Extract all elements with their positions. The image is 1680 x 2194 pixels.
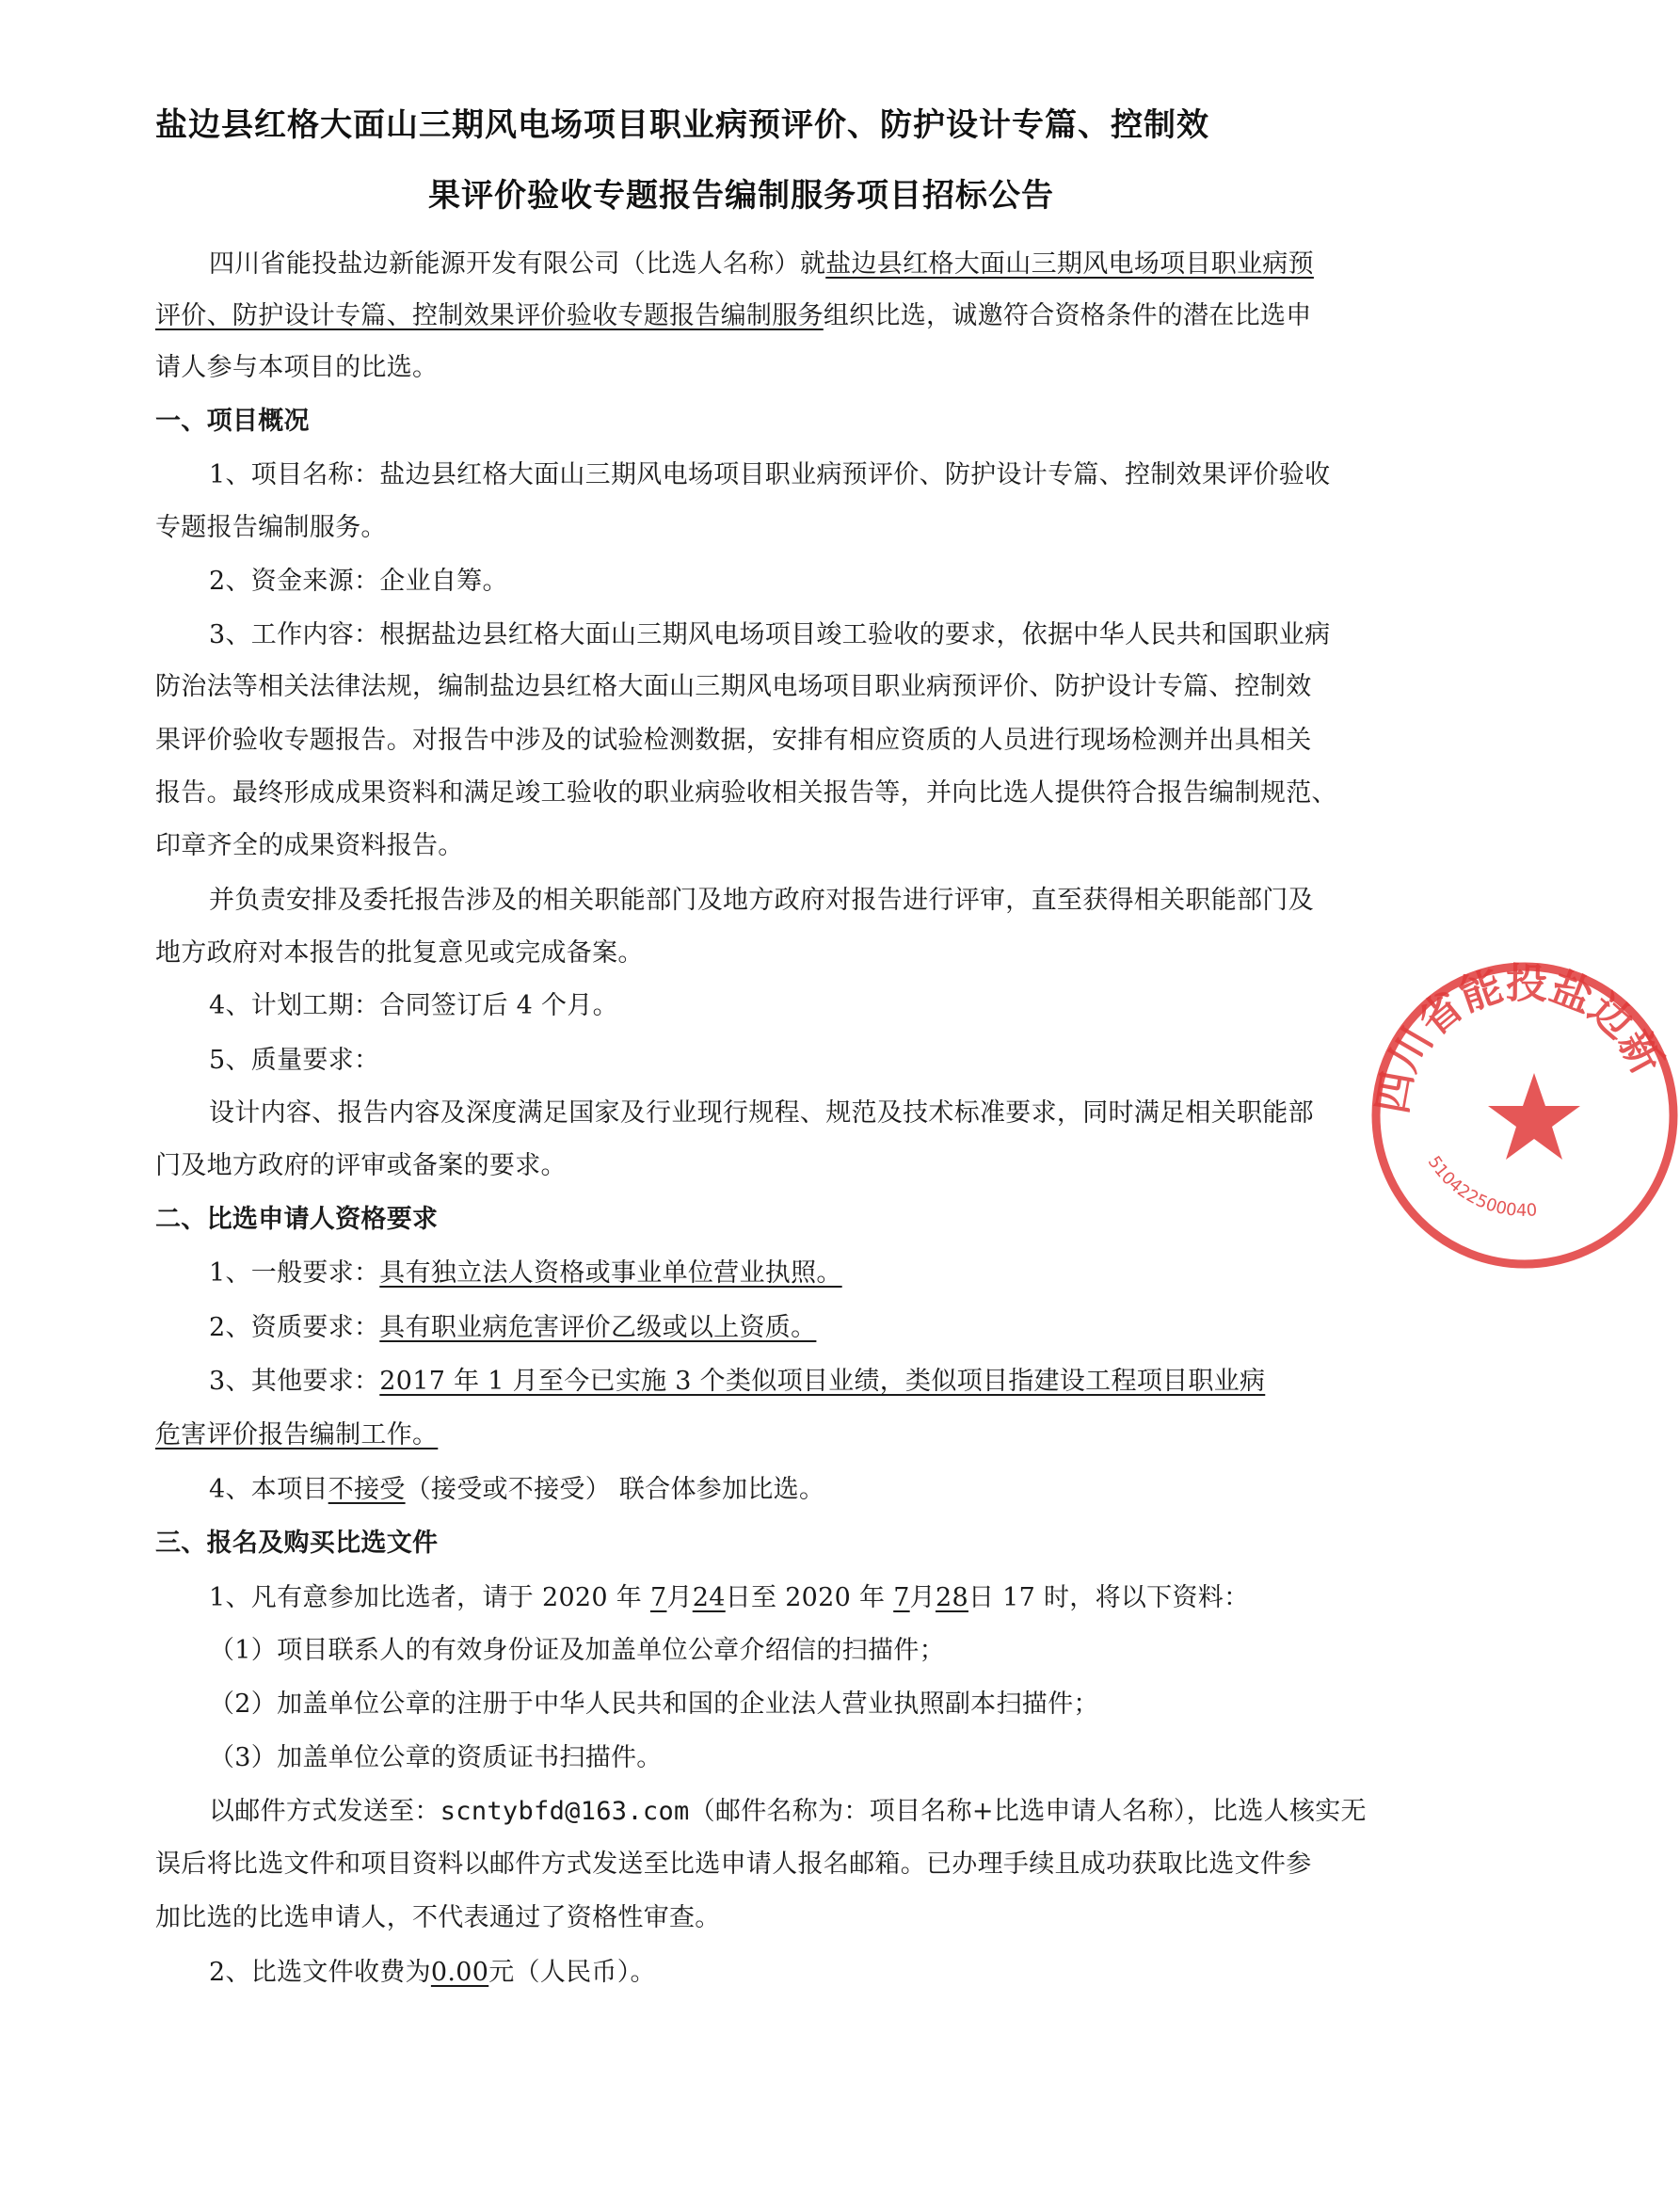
svg-text:510422500040: 510422500040 [1423,1152,1538,1222]
section1-heading: 一、项目概况 [155,407,310,436]
req-value: 具有职业病危害评价乙级或以上资质。 [379,1313,817,1342]
svg-text:四川省能投盐边新: 四川省能投盐边新 [1369,960,1672,1117]
s2-req2 [209,1306,816,1343]
req4-choice: 不接受 [328,1475,406,1504]
s3-doc2: （2）加盖单位公章的注册于中华人民共和国的企业法人营业执照副本扫描件； [209,1690,1099,1719]
intro-line1 [209,243,1314,280]
req-label: 2、资质要求： [209,1313,380,1342]
s1-item5-line2: 门及地方政府的评审或备案的要求。 [155,1151,567,1180]
official-seal-stamp [1369,960,1680,1271]
s3-doc1: （1）项目联系人的有效身份证及加盖单位公章介绍信的扫描件； [209,1636,945,1665]
project-name-underlined: 评价、防护设计专篇、控制效果评价验收专题报告编制服务 [155,301,824,330]
end-day: 28 [935,1583,968,1612]
req-label: 1、一般要求： [209,1258,380,1288]
intro-line3: 请人参与本项目的比选。 [155,353,439,382]
s3-text: （邮件名称为：项目名称+比选申请人名称），比选人核实无 [689,1797,1367,1826]
document-title-line1: 盐边县红格大面山三期风电场项目职业病预评价、防护设计专篇、控制效 [155,106,1209,144]
s3-item1 [209,1577,1249,1613]
s1-item3-line1: 3、工作内容：根据盐边县红格大面山三期风电场项目竣工验收的要求，依据中华人民共和国职业病 [209,620,1331,649]
s1-item3-line5: 印章齐全的成果资料报告。 [155,831,464,860]
seal-graphic [1369,960,1680,1271]
s2-req4 [209,1468,824,1505]
s2-req3-line1 [209,1360,1265,1397]
s1-item1-line2: 专题报告编制服务。 [155,513,387,542]
s3-text: 日 17 时，将以下资料： [968,1583,1250,1612]
start-month: 7 [649,1583,667,1612]
s1-item3-line2: 防治法等相关法律法规，编制盐边县红格大面山三期风电场项目职业病预评价、防护设计专篇、控制效 [155,672,1312,701]
s1-item5-line1: 设计内容、报告内容及深度满足国家及行业现行规程、规范及技术标准要求，同时满足相关职能部 [209,1098,1314,1128]
s3-mail-line2: 误后将比选文件和项目资料以邮件方式发送至比选申请人报名邮箱。已办理手续且成功获取比选文件参 [155,1850,1312,1879]
req-value: 具有独立法人资格或事业单位营业执照。 [379,1258,842,1288]
intro-text: 四川省能投盐边新能源开发有限公司（比选人名称）就 [209,249,826,279]
section2-heading: 二、比选申请人资格要求 [155,1205,439,1234]
document-title-line2: 果评价验收专题报告编制服务项目招标公告 [428,177,1054,215]
start-day: 24 [692,1583,726,1612]
intro-line2 [155,295,1312,331]
s1-item5: 5、质量要求： [209,1046,380,1075]
s3-text: 以邮件方式发送至： [209,1797,440,1826]
project-name-underlined: 盐边县红格大面山三期风电场项目职业病预 [825,249,1314,279]
end-month: 7 [893,1583,910,1612]
req-label: 3、其他要求： [209,1367,380,1396]
req4-text: 4、本项目 [209,1475,328,1504]
s1-para-line2: 地方政府对本报告的批复意见或完成备案。 [155,938,644,968]
s3-text: 元（人民币）。 [488,1958,656,1987]
section3-heading: 三、报名及购买比选文件 [155,1529,439,1558]
s2-req3-line2 [155,1414,438,1450]
s3-text: 1、凡有意参加比选者，请于 2020 年 [209,1583,643,1612]
s1-item3-line4: 报告。最终形成成果资料和满足竣工验收的职业病验收相关报告等，并向比选人提供符合报告编制规范、 [155,778,1337,808]
s3-mail-line1 [209,1790,1367,1827]
s3-text: 2、比选文件收费为 [209,1958,431,1987]
s1-item1-line1: 1、项目名称：盐边县红格大面山三期风电场项目职业病预评价、防护设计专篇、控制效果评价验收 [209,460,1331,489]
intro-text: 组织比选，诚邀符合资格条件的潜在比选申 [823,301,1312,330]
s3-doc3: （3）加盖单位公章的资质证书扫描件。 [209,1743,663,1772]
s3-text: 月 [909,1583,936,1612]
s3-text: 日至 2020 年 [725,1583,886,1612]
req4-text: （接受或不接受） 联合体参加比选。 [405,1475,825,1504]
s3-mail-line3: 加比选的比选申请人，不代表通过了资格性审查。 [155,1903,721,1932]
s1-para-line1: 并负责安排及委托报告涉及的相关职能部门及地方政府对报告进行评审，直至获得相关职能部门及 [209,886,1314,915]
s1-item4: 4、计划工期：合同签订后 4 个月。 [209,991,618,1020]
email-link[interactable]: scntybfd@163.com [440,1797,690,1826]
s1-item3-line3: 果评价验收专题报告。对报告中涉及的试验检测数据，安排有相应资质的人员进行现场检测并出具相关 [155,726,1312,755]
s1-item2: 2、资金来源：企业自筹。 [209,567,508,596]
fee-value: 0.00 [430,1958,489,1987]
s3-fee [209,1951,656,1988]
req-value: 危害评价报告编制工作。 [155,1420,439,1449]
s2-req1 [209,1252,842,1289]
s3-text: 月 [666,1583,693,1612]
req-value: 2017 年 1 月至今已实施 3 个类似项目业绩，类似项目指建设工程项目职业病 [379,1367,1266,1396]
